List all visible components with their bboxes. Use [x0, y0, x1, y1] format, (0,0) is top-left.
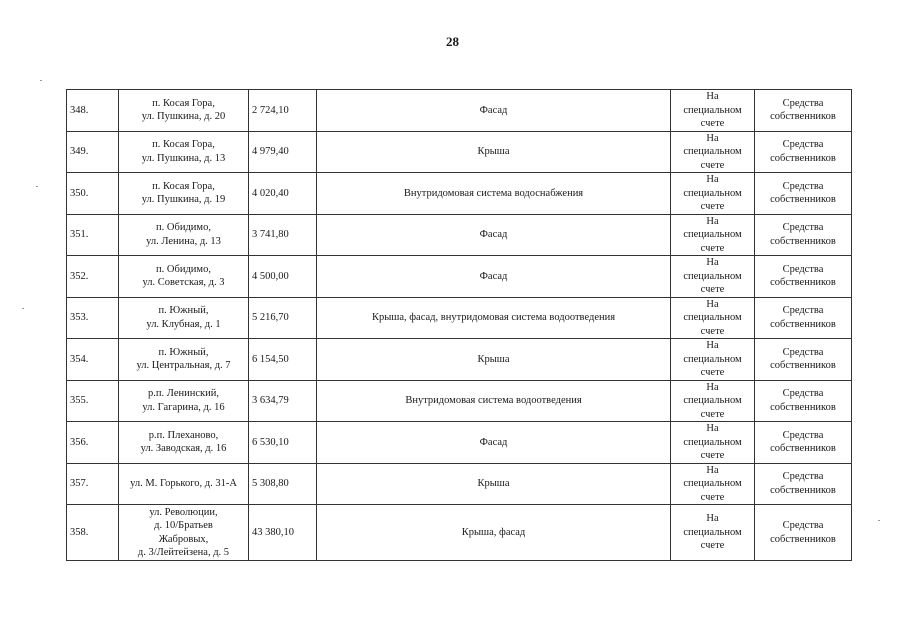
funding-source-cell-line: Средства: [782, 263, 824, 275]
area-cell: 2 724,10: [249, 90, 317, 132]
funding-source-cell: [755, 380, 852, 422]
funding-source-cell-line: Средства: [782, 471, 824, 483]
table-row: [67, 173, 852, 215]
area-cell: 3 634,79: [249, 380, 317, 422]
funding-source-cell-line: Средства: [782, 222, 824, 234]
account-cell: [671, 131, 755, 173]
funding-source-cell-line: Средства: [782, 180, 824, 192]
row-number: 349.: [67, 131, 119, 173]
address-cell-line: п. Обидимо,: [156, 263, 211, 275]
address-cell-line: д. 3/Лейтейзена, д. 5: [137, 547, 230, 558]
account-cell-line: специальном: [683, 312, 742, 323]
scan-speck: [22, 308, 24, 309]
account-cell-line: специальном: [683, 436, 742, 448]
account-cell-line: специальном: [683, 526, 742, 538]
work-type-cell: Фасад: [317, 90, 671, 132]
address-cell-line: ул. Гагарина, д. 16: [142, 401, 225, 413]
funding-source-cell-line: собственников: [770, 360, 836, 372]
funding-source-cell: [755, 90, 852, 132]
funding-source-cell-line: Средства: [782, 520, 824, 531]
address-cell-line: ул. Пушкина, д. 19: [141, 194, 226, 206]
funding-source-cell: [755, 297, 852, 339]
row-number: 358.: [67, 505, 119, 561]
funding-source-cell-line: собственников: [770, 401, 836, 413]
account-cell: [671, 463, 755, 505]
funding-source-cell-line: Средства: [782, 139, 824, 151]
address-cell: [119, 380, 249, 422]
area-cell: 43 380,10: [249, 505, 317, 561]
work-type-cell: Фасад: [317, 422, 671, 464]
funding-source-cell-line: собственников: [770, 318, 836, 330]
account-cell: [671, 90, 755, 132]
address-cell: [119, 90, 249, 132]
row-number: 356.: [67, 422, 119, 464]
scan-speck: [878, 520, 880, 521]
account-cell: [671, 505, 755, 561]
funding-source-cell: [755, 256, 852, 298]
work-type-cell: Фасад: [317, 256, 671, 298]
address-cell-line: р.п. Ленинский,: [148, 388, 219, 400]
address-cell: [119, 463, 249, 505]
account-cell-line: специальном: [683, 187, 742, 199]
account-cell: [671, 422, 755, 464]
address-cell-line: п. Косая Гора,: [152, 139, 215, 151]
account-cell: [671, 214, 755, 256]
table-row: [67, 463, 852, 505]
account-cell-line: счете: [700, 201, 725, 212]
work-type-cell: Крыша: [317, 131, 671, 173]
funding-source-cell-line: собственников: [770, 484, 836, 496]
account-cell: [671, 173, 755, 215]
address-cell: [119, 297, 249, 339]
work-type-cell: Крыша: [317, 339, 671, 381]
row-number: 354.: [67, 339, 119, 381]
account-cell-line: На: [706, 132, 719, 144]
area-cell: 6 154,50: [249, 339, 317, 381]
account-cell-line: специальном: [683, 395, 742, 406]
work-type-cell: Фасад: [317, 214, 671, 256]
address-cell-line: ул. Пушкина, д. 13: [141, 152, 226, 164]
address-cell-line: Жабровых,: [158, 533, 209, 545]
table-row: [67, 131, 852, 173]
funding-source-cell: [755, 339, 852, 381]
address-cell-line: ул. Клубная, д. 1: [146, 318, 221, 330]
account-cell-line: На: [706, 423, 719, 434]
account-cell-line: На: [706, 91, 719, 102]
address-cell-line: п. Косая Гора,: [152, 180, 215, 192]
row-number: 351.: [67, 214, 119, 256]
account-cell-line: счете: [700, 450, 725, 461]
area-cell: 5 216,70: [249, 297, 317, 339]
table-row: [67, 297, 852, 339]
funding-source-cell-line: Средства: [782, 346, 824, 358]
account-cell-line: специальном: [683, 270, 742, 282]
address-cell: [119, 505, 249, 561]
address-cell-line: п. Южный,: [158, 305, 209, 317]
row-number: 357.: [67, 463, 119, 505]
account-cell-line: На: [706, 513, 719, 525]
account-cell-line: На: [706, 174, 719, 185]
address-cell: [119, 256, 249, 298]
account-cell-line: На: [706, 298, 719, 310]
table-row: [67, 339, 852, 381]
area-cell: 4 500,00: [249, 256, 317, 298]
account-cell: [671, 380, 755, 422]
account-cell-line: счете: [700, 367, 725, 378]
work-type-cell: Внутридомовая система водоснабжения: [317, 173, 671, 215]
account-cell-line: счете: [700, 408, 725, 420]
funding-source-cell-line: собственников: [770, 443, 836, 455]
address-cell: [119, 214, 249, 256]
funding-source-cell-line: собственников: [770, 277, 836, 289]
address-cell-line: ул. Ленина, д. 13: [146, 235, 221, 247]
account-cell-line: счете: [700, 491, 725, 503]
account-cell-line: На: [706, 464, 719, 476]
account-cell-line: счете: [700, 540, 725, 552]
address-cell-line: ул. Центральная, д. 7: [136, 360, 231, 372]
table-row: [67, 256, 852, 298]
funding-source-cell-line: собственников: [770, 194, 836, 206]
area-cell: 3 741,80: [249, 214, 317, 256]
address-cell-line: ул. Пушкина, д. 20: [141, 111, 226, 123]
table-row: [67, 380, 852, 422]
row-number: 352.: [67, 256, 119, 298]
address-cell-line: ул. Революции,: [149, 506, 218, 518]
area-cell: 4 020,40: [249, 173, 317, 215]
account-cell-line: счете: [700, 159, 725, 171]
account-cell-line: специальном: [683, 353, 742, 365]
table-body: [67, 90, 852, 561]
funding-source-cell: [755, 505, 852, 561]
work-type-cell: Крыша, фасад, внутридомовая система водоотведения: [317, 297, 671, 339]
scan-speck: [36, 186, 38, 187]
account-cell: [671, 339, 755, 381]
area-cell: 6 530,10: [249, 422, 317, 464]
table-row: [67, 422, 852, 464]
funding-source-cell: [755, 173, 852, 215]
account-cell-line: счете: [700, 284, 725, 295]
address-cell-line: р.п. Плеханово,: [148, 429, 219, 441]
funding-source-cell-line: Средства: [782, 305, 824, 317]
work-type-cell: Внутридомовая система водоотведения: [317, 380, 671, 422]
funding-source-cell-line: собственников: [770, 533, 836, 545]
address-cell-line: п. Южный,: [158, 346, 209, 358]
page-number: 28: [446, 34, 459, 49]
funding-source-cell: [755, 422, 852, 464]
account-cell-line: счете: [700, 325, 725, 337]
account-cell-line: специальном: [683, 478, 742, 489]
area-cell: 5 308,80: [249, 463, 317, 505]
funding-source-cell-line: Средства: [782, 388, 824, 400]
account-cell-line: счете: [700, 242, 725, 254]
account-cell-line: На: [706, 215, 719, 227]
account-cell: [671, 256, 755, 298]
address-cell-line: п. Обидимо,: [156, 222, 211, 234]
funding-source-cell-line: Средства: [782, 429, 824, 441]
address-cell-line: п. Косая Гора,: [152, 97, 215, 109]
scan-speck: [40, 80, 42, 81]
area-cell: 4 979,40: [249, 131, 317, 173]
funding-source-cell-line: собственников: [770, 152, 836, 164]
account-cell-line: специальном: [683, 146, 742, 157]
address-cell-line: ул. М. Горького, д. 31-А: [130, 478, 237, 489]
row-number: 348.: [67, 90, 119, 132]
housing-repair-table: [66, 89, 852, 561]
address-cell-line: ул. Заводская, д. 16: [140, 443, 227, 455]
funding-source-cell-line: собственников: [770, 235, 836, 247]
address-cell: [119, 131, 249, 173]
funding-source-cell: [755, 131, 852, 173]
account-cell-line: специальном: [683, 104, 742, 116]
table-row: [67, 90, 852, 132]
work-type-cell: Крыша: [317, 463, 671, 505]
row-number: 350.: [67, 173, 119, 215]
address-cell: [119, 422, 249, 464]
row-number: 353.: [67, 297, 119, 339]
funding-source-cell-line: Средства: [782, 97, 824, 109]
table-row: [67, 214, 852, 256]
funding-source-cell-line: собственников: [770, 111, 836, 123]
address-cell-line: д. 10/Братьев: [154, 520, 213, 531]
address-cell: [119, 339, 249, 381]
account-cell: [671, 297, 755, 339]
account-cell-line: На: [706, 257, 719, 268]
account-cell-line: счете: [700, 118, 725, 129]
funding-source-cell: [755, 463, 852, 505]
table-row: [67, 505, 852, 561]
address-cell-line: ул. Советская, д. 3: [142, 277, 225, 289]
funding-source-cell: [755, 214, 852, 256]
account-cell-line: На: [706, 340, 719, 351]
account-cell-line: На: [706, 381, 719, 393]
address-cell: [119, 173, 249, 215]
row-number: 355.: [67, 380, 119, 422]
work-type-cell: Крыша, фасад: [317, 505, 671, 561]
account-cell-line: специальном: [683, 229, 742, 240]
